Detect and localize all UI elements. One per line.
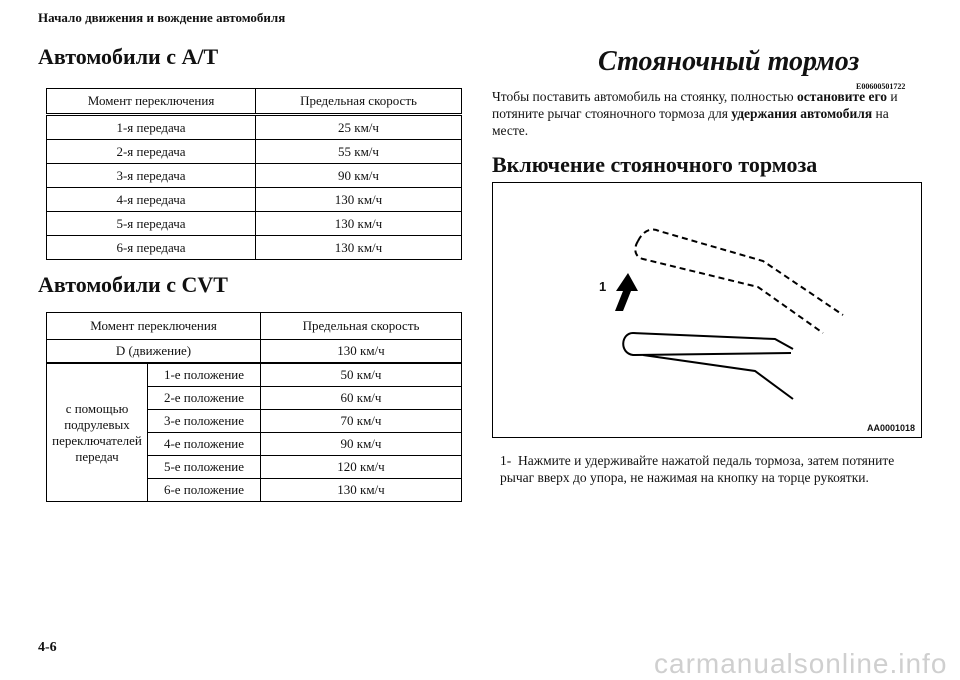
section-title-at: Автомобили с A/T <box>38 44 219 69</box>
intro-text: Чтобы поставить автомобиль на стоянку, полностью <box>492 89 797 104</box>
speed-cell: 130 км/ч <box>261 479 462 502</box>
watermark: carmanualsonline.info <box>654 648 948 679</box>
gear-cell: 1-я передача <box>47 115 256 140</box>
lever-handle <box>633 333 793 349</box>
speed-cell: 90 км/ч <box>256 164 462 188</box>
position-cell: 6-е положение <box>148 479 261 502</box>
column-header-shift-moment: Момент переключения <box>47 89 256 115</box>
lever-base <box>643 355 793 399</box>
table-row <box>47 236 462 260</box>
table-header-row <box>47 89 462 115</box>
speed-cell: 130 км/ч <box>256 188 462 212</box>
figure-id: AA0001018 <box>866 423 915 433</box>
document-code: E00600501722 <box>856 82 906 91</box>
step-caption <box>500 452 920 486</box>
intro-paragraph <box>492 88 922 139</box>
position-cell: 5-е положение <box>148 456 261 479</box>
speed-cell: 25 км/ч <box>256 115 462 140</box>
position-cell: 1-е положение <box>148 363 261 387</box>
step-text: Нажмите и удерживайте нажатой педаль тормоза, затем потяните рычаг вверх до упора, не нажимая на кнопку на торце рукоятки. <box>500 453 895 485</box>
raised-lever-outline <box>635 241 823 333</box>
parking-brake-illustration <box>492 182 922 438</box>
speed-cell: 60 км/ч <box>261 387 462 410</box>
gear-cell: 6-я передача <box>47 236 256 260</box>
cvt-speed-table <box>46 312 462 502</box>
gear-cell: 5-я передача <box>47 212 256 236</box>
table-row <box>47 212 462 236</box>
pull-up-arrow-icon <box>615 273 638 311</box>
drive-mode-cell: D (движение) <box>47 340 261 364</box>
speed-cell: 70 км/ч <box>261 410 462 433</box>
speed-cell: 120 км/ч <box>261 456 462 479</box>
column-header-speed-limit: Предельная скорость <box>261 313 462 340</box>
position-cell: 4-е положение <box>148 433 261 456</box>
column-header-speed-limit: Предельная скорость <box>256 89 462 115</box>
at-speed-table <box>46 88 462 260</box>
position-cell: 2-е положение <box>148 387 261 410</box>
raised-lever-outline <box>638 229 843 315</box>
table-row <box>47 164 462 188</box>
column-header-shift-moment: Момент переключения <box>47 313 261 340</box>
figure-callout-number: 1 <box>599 279 607 294</box>
running-header: Начало движения и вождение автомобиля <box>38 10 286 25</box>
page-title: Стояночный тормоз <box>598 46 860 77</box>
table-row <box>47 140 462 164</box>
intro-emphasis: удержания автомобиля <box>731 106 873 121</box>
intro-text: и потяните рычаг стояночного тормоза для <box>492 89 898 121</box>
speed-cell: 130 км/ч <box>256 236 462 260</box>
page-number: 4-6 <box>38 640 57 655</box>
speed-cell: 55 км/ч <box>256 140 462 164</box>
speed-cell: 90 км/ч <box>261 433 462 456</box>
speed-cell: 130 км/ч <box>256 212 462 236</box>
table-header-row <box>47 313 462 340</box>
gear-cell: 4-я передача <box>47 188 256 212</box>
section-title-brake-engage: Включение стояночного тормоза <box>492 152 818 177</box>
intro-text: на месте. <box>492 106 889 138</box>
table-row <box>47 188 462 212</box>
speed-cell: 50 км/ч <box>261 363 462 387</box>
table-row <box>47 363 462 387</box>
paddle-shifters-cell: с помощью подрулевых переключателей передач <box>47 363 148 502</box>
step-number: 1- <box>500 453 512 468</box>
gear-cell: 3-я передача <box>47 164 256 188</box>
gear-cell: 2-я передача <box>47 140 256 164</box>
brake-lever-drawing <box>493 183 921 437</box>
table-row <box>47 340 462 364</box>
table-row <box>47 115 462 140</box>
section-title-cvt: Автомобили с CVT <box>38 272 228 297</box>
speed-cell: 130 км/ч <box>261 340 462 364</box>
intro-emphasis: остановите его <box>796 89 888 104</box>
position-cell: 3-е положение <box>148 410 261 433</box>
